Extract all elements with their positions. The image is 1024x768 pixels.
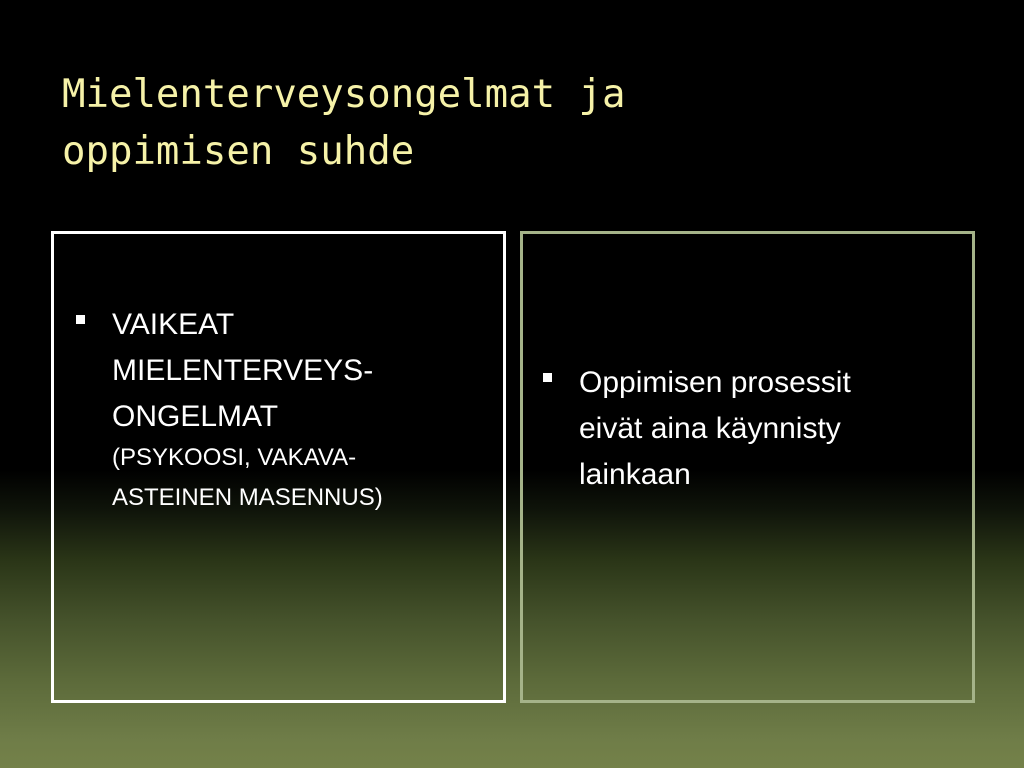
list-item (543, 360, 963, 498)
bullet-main-text: VAIKEAT MIELENTERVEYS- ONGELMAT (112, 308, 374, 433)
bullet-sub-text: (PSYKOOSI, VAKAVA- ASTEINEN MASENNUS) (112, 444, 383, 511)
slide-title: Mielenterveysongelmat ja oppimisen suhde (62, 72, 626, 174)
square-bullet-icon (76, 315, 85, 324)
right-content-box (520, 231, 975, 703)
list-item (76, 302, 486, 518)
bullet-text: Oppimisen prosessit eivät aina käynnisty lainkaan (579, 366, 851, 491)
left-content-box (51, 231, 506, 703)
square-bullet-icon (543, 373, 552, 382)
right-bullet-list (543, 360, 963, 498)
left-bullet-list (76, 302, 486, 518)
